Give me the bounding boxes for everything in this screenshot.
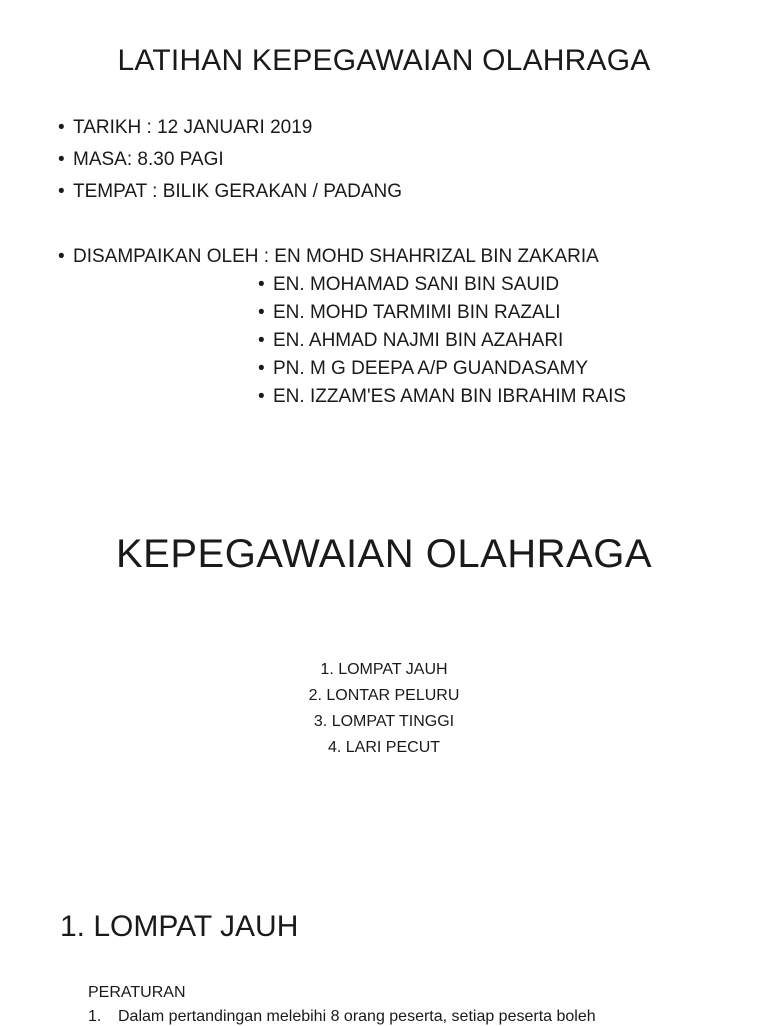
bullet-icon: • <box>58 181 65 202</box>
presenter-name: PN. M G DEEPA A/P GUANDASAMY <box>273 358 588 379</box>
presenter-item <box>258 330 563 352</box>
rule-number: 1. <box>88 1008 102 1025</box>
event-item: 2. LONTAR PELURU <box>308 687 460 704</box>
presenter-item <box>258 386 626 408</box>
slide1-title: LATIHAN KEPEGAWAIAN OLAHRAGA <box>117 44 651 77</box>
presenter-item <box>258 274 559 296</box>
presenter-name: EN. IZZAM'ES AMAN BIN IBRAHIM RAIS <box>273 386 627 407</box>
bullet-icon: • <box>58 149 65 170</box>
info-line-time <box>58 149 224 171</box>
presenter-name: EN. MOHD TARMIMI BIN RAZALI <box>273 302 561 323</box>
info-text: TEMPAT : BILIK GERAKAN / PADANG <box>73 181 403 202</box>
event-item: 1. LOMPAT JAUH <box>320 661 448 678</box>
event-item: 3. LOMPAT TINGGI <box>313 713 455 730</box>
bullet-icon: • <box>258 386 265 407</box>
presenter-item <box>258 358 588 380</box>
slide2-title: KEPEGAWAIAN OLAHRAGA <box>115 532 653 576</box>
presenter-name: EN. MOHAMAD SANI BIN SAUID <box>273 274 560 295</box>
presenter-name: EN. AHMAD NAJMI BIN AZAHARI <box>273 330 564 351</box>
presenter-item <box>258 302 561 324</box>
info-text: TARIKH : 12 JANUARI 2019 <box>73 117 313 138</box>
rule-text: Dalam pertandingan melebihi 8 orang peserta, setiap peserta boleh <box>118 1008 596 1025</box>
bullet-icon: • <box>258 274 265 295</box>
info-text: MASA: 8.30 PAGI <box>73 149 224 170</box>
info-line-place <box>58 181 402 203</box>
section-heading: 1. LOMPAT JAUH <box>60 910 299 943</box>
event-item: 4. LARI PECUT <box>327 739 441 756</box>
presented-by-line <box>58 246 599 268</box>
bullet-icon: • <box>258 330 265 351</box>
info-line-date <box>58 117 312 139</box>
bullet-icon: • <box>258 302 265 323</box>
bullet-icon: • <box>58 246 65 267</box>
bullet-icon: • <box>58 117 65 138</box>
bullet-icon: • <box>258 358 265 379</box>
presented-by-text: DISAMPAIKAN OLEH : EN MOHD SHAHRIZAL BIN ZAKARIA <box>73 246 599 267</box>
rule-item <box>88 1008 596 1026</box>
rules-label: PERATURAN <box>88 984 186 1001</box>
